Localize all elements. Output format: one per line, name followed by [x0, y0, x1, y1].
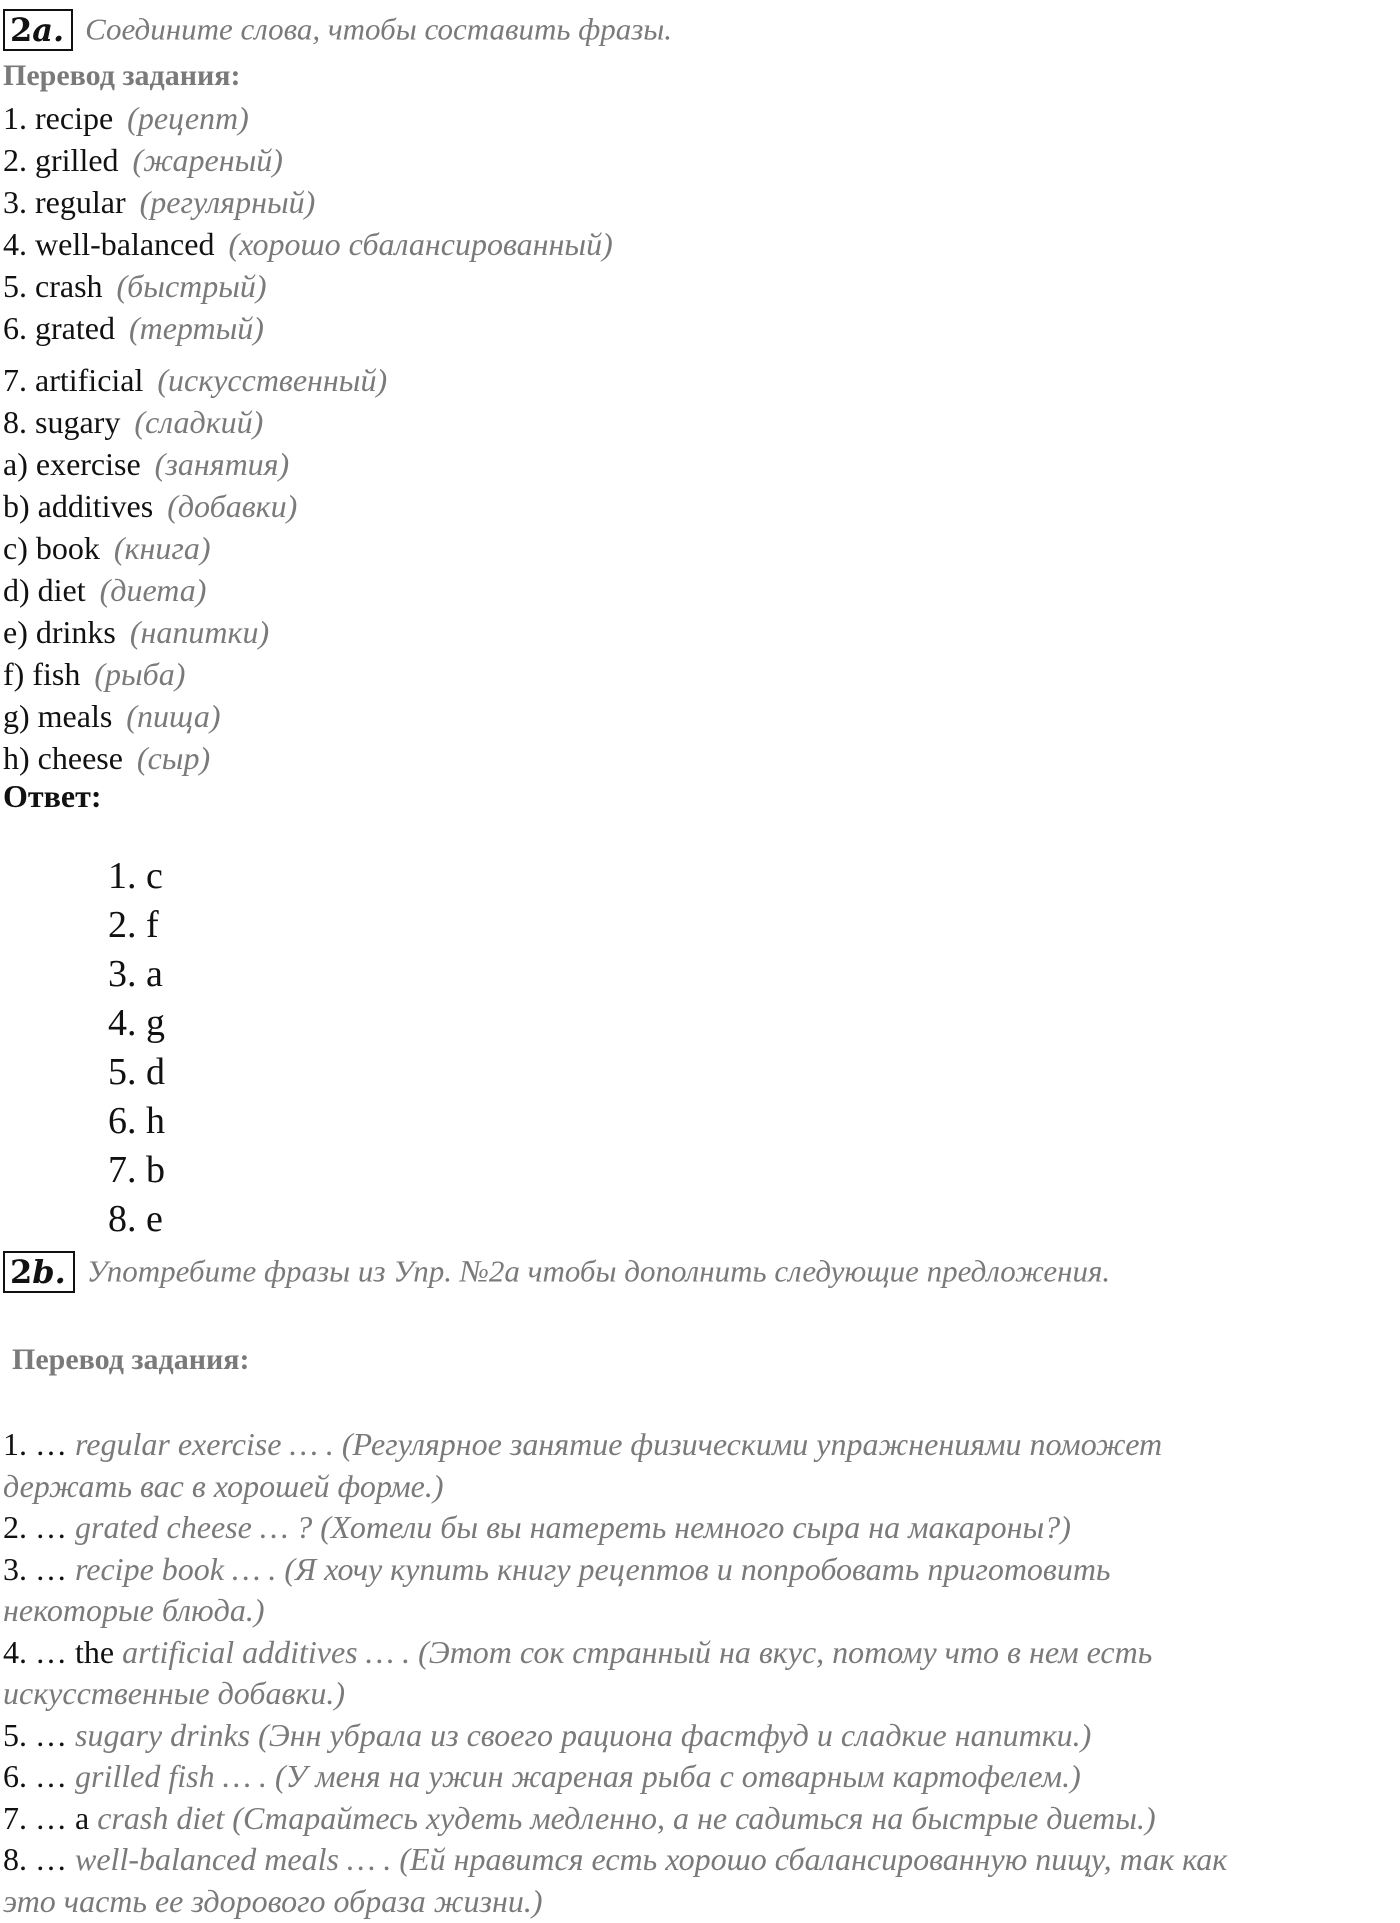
word-translation: (регулярный)	[139, 184, 316, 220]
sentence-line	[3, 1424, 1162, 1465]
word-english: 2. grilled	[3, 142, 119, 178]
word-translation: (искусственный)	[157, 362, 388, 398]
word-item	[3, 486, 297, 526]
sentence-line	[3, 1466, 444, 1507]
word-translation: (сыр)	[136, 740, 211, 776]
sentence-prefix: 5. …	[3, 1716, 75, 1753]
exercise-2b-badge: 2b.	[3, 1251, 75, 1293]
word-english: 7. artificial	[3, 362, 144, 398]
word-english: 3. regular	[3, 184, 126, 220]
exercise-2a-translation-label: Перевод задания:	[3, 59, 241, 92]
word-translation: (книга)	[113, 530, 211, 566]
word-item	[3, 612, 269, 652]
sentence-line	[3, 1549, 1110, 1590]
sentence-text: искусственные добавки.)	[3, 1675, 345, 1711]
word-translation: (добавки)	[167, 488, 298, 524]
sentence-line	[3, 1798, 1156, 1839]
word-item	[3, 308, 264, 348]
answer-item: 6. h	[108, 1100, 165, 1142]
word-translation: (пища)	[126, 698, 221, 734]
word-item	[3, 654, 185, 694]
exercise-2b-translation-label: Перевод задания:	[12, 1343, 250, 1376]
word-item	[3, 696, 221, 736]
answer-item: 3. a	[108, 953, 163, 995]
answer-item: 7. b	[108, 1149, 165, 1191]
word-english: 1. recipe	[3, 100, 114, 136]
sentence-line	[3, 1715, 1091, 1756]
sentence-text: grated cheese … ? (Хотели бы вы натереть немного сыра на макароны?)	[75, 1509, 1071, 1545]
sentence-text: некоторые блюда.)	[3, 1592, 265, 1628]
word-translation: (рецепт)	[127, 100, 249, 136]
sentence-line	[3, 1839, 1227, 1880]
sentence-text: держать вас в хорошей форме.)	[3, 1467, 444, 1504]
word-item	[3, 570, 206, 610]
exercise-2a-badge: 2a.	[3, 9, 73, 51]
word-translation: (сладкий)	[134, 404, 264, 440]
word-english: h) cheese	[3, 740, 123, 776]
word-translation: (занятия)	[154, 446, 290, 482]
sentence-line	[3, 1507, 1071, 1548]
word-item	[3, 738, 210, 778]
word-item	[3, 140, 283, 180]
sentence-text: sugary drinks (Энн убрала из своего рациона фастфуд и сладкие напитки.)	[75, 1716, 1092, 1753]
exercise-2a-header	[3, 6, 672, 51]
word-english: e) drinks	[3, 614, 116, 650]
sentence-text: well-balanced meals … . (Ей нравится есть хорошо сбалансированную пищу, так как	[75, 1841, 1228, 1877]
sentence-prefix: 4. … the	[3, 1633, 123, 1670]
sentence-text: crash diet (Старайтесь худеть медленно, а не садиться на быстрые диеты.)	[97, 1799, 1156, 1836]
word-english: f) fish	[3, 656, 81, 692]
word-translation: (диета)	[99, 572, 207, 608]
word-translation: (тертый)	[128, 310, 264, 346]
answer-item: 1. c	[108, 855, 163, 897]
answer-label: Ответ:	[3, 778, 102, 814]
sentence-text: это часть ее здорового образа жизни.)	[3, 1882, 543, 1919]
word-item	[3, 98, 249, 138]
word-translation: (напитки)	[129, 614, 270, 650]
word-item	[3, 360, 387, 400]
sentence-prefix: 7. … a	[3, 1799, 98, 1836]
sentence-line	[3, 1590, 264, 1631]
sentence-prefix: 8. …	[3, 1841, 75, 1877]
sentence-text: regular exercise … . (Регулярное занятие физическими упражнениями поможет	[75, 1426, 1163, 1462]
word-item	[3, 528, 211, 568]
word-translation: (рыба)	[94, 656, 186, 692]
word-english: g) meals	[3, 698, 113, 734]
sentence-line	[3, 1881, 542, 1922]
sentence-prefix: 1. …	[3, 1426, 75, 1462]
sentence-text: recipe book … . (Я хочу купить книгу рецептов и попробовать приготовить	[75, 1550, 1111, 1587]
exercise-2b-header	[3, 1248, 1110, 1293]
sentence-text: grilled fish … . (У меня на ужин жареная рыба с отварным картофелем.)	[75, 1758, 1081, 1794]
answer-item: 5. d	[108, 1051, 165, 1093]
exercise-2b-instruction: Употребите фразы из Упр. №2a чтобы дополнить следующие предложения.	[86, 1253, 1111, 1289]
word-translation: (жареный)	[132, 142, 283, 178]
sentence-line	[3, 1632, 1152, 1673]
answer-item: 4. g	[108, 1002, 165, 1044]
word-item	[3, 182, 315, 222]
exercise-2a-instruction: Соедините слова, чтобы составить фразы.	[85, 11, 673, 47]
word-english: a) exercise	[3, 446, 141, 482]
sentence-prefix: 2. …	[3, 1509, 75, 1545]
sentence-line	[3, 1673, 345, 1714]
word-english: 5. crash	[3, 268, 103, 304]
word-english: 6. grated	[3, 310, 115, 346]
sentence-prefix: 3. …	[3, 1550, 75, 1587]
word-english: d) diet	[3, 572, 86, 608]
word-translation: (хорошо сбалансированный)	[228, 226, 613, 262]
sentence-text: artificial additives … . (Этот сок странный на вкус, потому что в нем есть	[122, 1633, 1153, 1670]
word-item	[3, 224, 613, 264]
sentence-line	[3, 1756, 1081, 1797]
answer-item: 8. e	[108, 1198, 163, 1240]
word-english: c) book	[3, 530, 100, 566]
answer-item: 2. f	[108, 904, 159, 946]
word-english: 4. well-balanced	[3, 226, 215, 262]
word-item	[3, 266, 267, 306]
word-item	[3, 444, 289, 484]
word-translation: (быстрый)	[116, 268, 267, 304]
word-item	[3, 402, 263, 442]
word-english: b) additives	[3, 488, 154, 524]
word-english: 8. sugary	[3, 404, 121, 440]
sentence-prefix: 6. …	[3, 1758, 75, 1794]
